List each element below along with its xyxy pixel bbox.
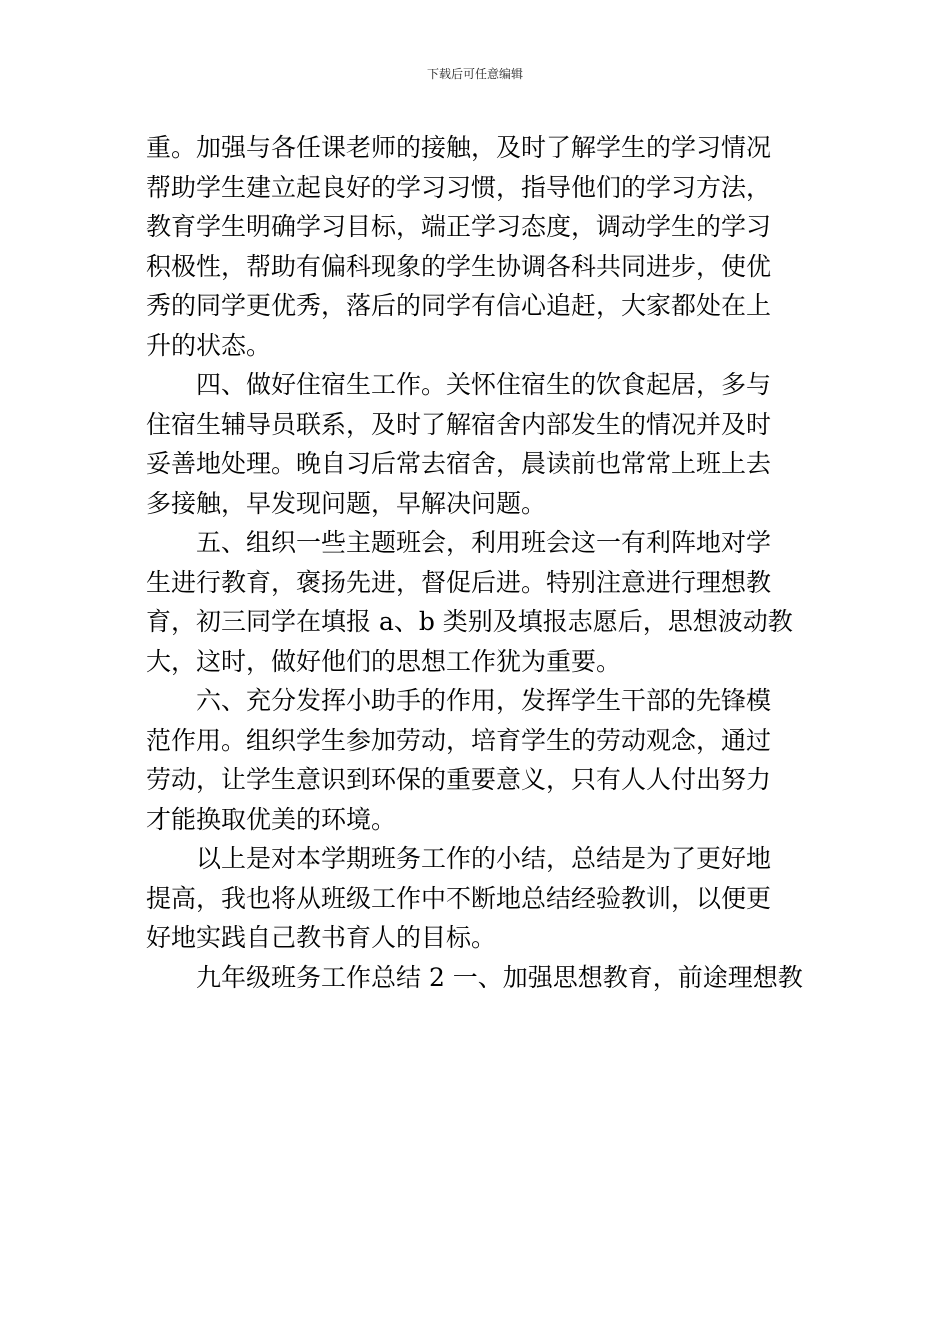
text-line: 大，这时，做好他们的思想工作犹为重要。: [146, 646, 622, 676]
text-line: 才能换取优美的环境。: [146, 804, 397, 834]
text-line: 五、组织一些主题班会，利用班会这一有利阵地对学: [146, 528, 772, 557]
text-line: 以上是对本学期班务工作的小结，总结是为了更好地: [146, 844, 772, 873]
text-line: 秀的同学更优秀，落后的同学有信心追赶，大家都处在上: [146, 291, 772, 320]
paragraph-2: [146, 365, 808, 523]
text-line: 教育学生明确学习目标，端正学习态度，调动学生的学习: [146, 212, 772, 241]
document-body: [146, 128, 808, 997]
paragraph-3: [146, 523, 808, 681]
text-line: 四、做好住宿生工作。关怀住宿生的饮食起居，多与: [146, 370, 772, 399]
text-line: 六、充分发挥小助手的作用，发挥学生干部的先锋模: [146, 686, 772, 715]
text-line: 范作用。组织学生参加劳动，培育学生的劳动观念，通过: [146, 725, 772, 755]
text-line: 住宿生辅导员联系，及时了解宿舍内部发生的情况并及时: [146, 409, 772, 439]
page-header: 下载后可任意编辑: [426, 67, 523, 81]
text-line: 妥善地处理。晚自习后常去宿舍，晨读前也常常上班上去: [146, 449, 772, 478]
text-line: 好地实践自己教书育人的目标。: [146, 923, 497, 952]
text-line: 积极性，帮助有偏科现象的学生协调各科共同进步，使优: [146, 251, 772, 281]
text-line: 育，初三同学在填报 a、b 类别及填报志愿后，思想波动教: [146, 607, 793, 636]
text-line: 九年级班务工作总结 2 一、加强思想教育，前途理想教: [146, 962, 803, 992]
text-line: 帮助学生建立起良好的学习习惯，指导他们的学习方法，: [146, 172, 772, 202]
text-line: 重。加强与各任课老师的接触，及时了解学生的学习情况: [146, 133, 772, 162]
text-line: 多接触，早发现问题，早解决问题。: [146, 488, 547, 518]
text-line: 提高，我也将从班级工作中不断地总结经验教训，以便更: [146, 883, 772, 913]
text-line: 升的状态。: [146, 330, 272, 360]
paragraph-5: [146, 839, 808, 958]
paragraph-4: [146, 681, 808, 839]
paragraph-6: [146, 958, 808, 998]
paragraph-1: [146, 128, 808, 365]
text-line: 劳动，让学生意识到环保的重要意义，只有人人付出努力: [146, 765, 772, 794]
text-line: 生进行教育，褒扬先进，督促后进。特别注意进行理想教: [146, 567, 772, 597]
